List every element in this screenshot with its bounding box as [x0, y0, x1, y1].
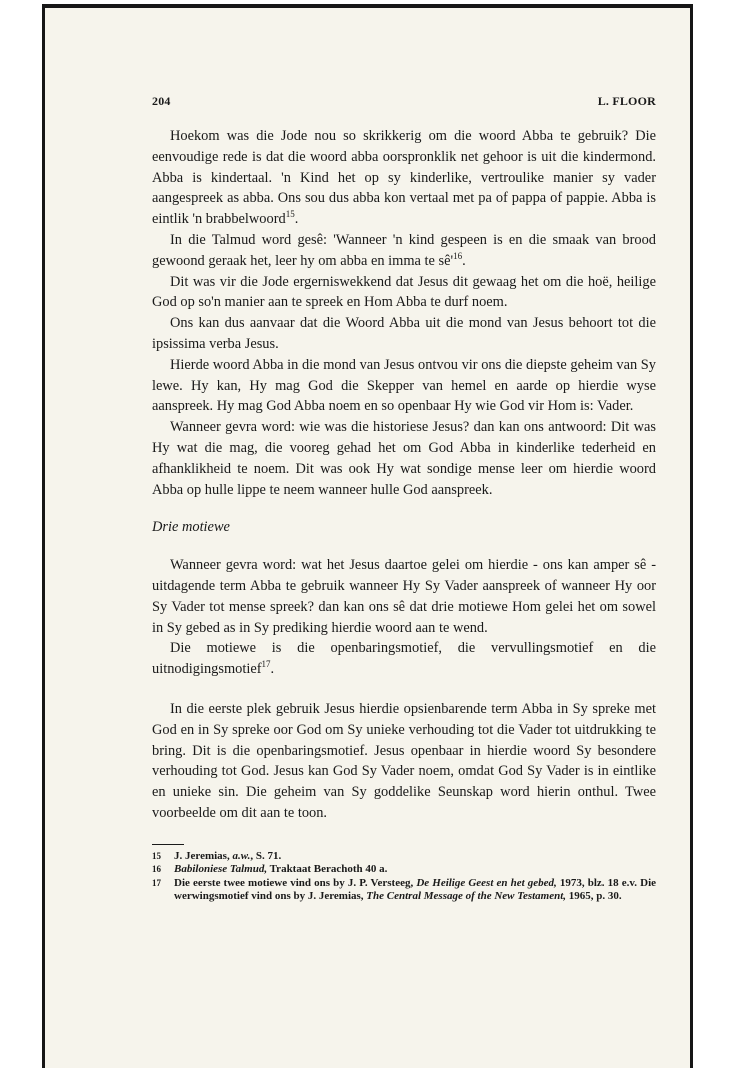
paragraph-7: Wanneer gevra word: wat het Jesus daartoe gelei om hierdie - ons kan amper sê - uitdagende term Abba te gebruik wanneer Hy Sy Vader aanspreek of wanneer Hy oor Sy Vader tot mense spreek? dan kan ons sê dat drie motiewe Hom gelei het om sowel in Sy gebed as in Sy prediking hierdie woord aan te wend. [152, 557, 656, 636]
paragraph-8 [152, 638, 656, 680]
footnote-segment: J. Jeremias, [174, 849, 233, 862]
paragraph-3: Dit was vir die Jode ergerniswekkend dat Jesus dit gewaag het om die hoë, heilige God op so'n manier aan te spreek en Hom Abba te durf noem. [152, 273, 656, 311]
footnote-italic: De Heilige Geest en het gebed, [416, 876, 557, 889]
page-number: 204 [152, 94, 171, 108]
footnote-number: 17 [152, 877, 161, 888]
footnotes [152, 850, 656, 904]
footnote-17 [152, 877, 656, 904]
footnote-segment: Die eerste twee motiewe vind ons by J. P. Versteeg, [174, 876, 417, 889]
footnote-number: 15 [152, 850, 161, 861]
footnote-ref-15: 15 [285, 209, 295, 220]
paragraph-6: Wanneer gevra word: wie was die historiese Jesus? dan kan ons antwoord: Dit was Hy wat die mag, die vooreg gehad het om God Abba in kinderlike tederheid en afhanklikheid te noem. Dit was ook Hy wat sondige mense leer om hierdie woord Abba op hulle lippe te neem wanneer hulle God aanspreek. [152, 419, 656, 498]
footnote-text [174, 877, 656, 904]
footnote-16 [152, 863, 656, 877]
page-content [152, 94, 656, 904]
footnote-segment: 1965, p. 30. [566, 890, 622, 903]
footnote-number: 16 [152, 864, 161, 875]
footnote-italic: a.w. [232, 849, 251, 862]
footnote-ref-17: 17 [261, 659, 271, 670]
paragraph-1-end: . [294, 211, 299, 228]
footnote-text [174, 863, 656, 877]
running-head-author: L. FLOOR [597, 94, 656, 108]
footnote-text [174, 850, 656, 864]
paragraph-5: Hierde woord Abba in die mond van Jesus ontvou vir ons die diepste geheim van Sy lewe. Hy kan, Hy mag God die Skepper van hemel en aarde op hierdie wyse aanspreek. Hy mag God Abba noem en so openbaar Hy wie God vir Hom is: Vader. [152, 356, 656, 415]
paragraph-2-text: In die Talmud word gesê: 'Wanneer 'n kind gespeen is en die smaak van brood gewoond geraak het, leer hy om abba en imma te sê' [152, 231, 656, 269]
footnote-segment: Traktaat Berachoth 40 a. [267, 863, 388, 876]
body-text [152, 126, 656, 824]
paragraph-8-text: Die motiewe is die openbaringsmotief, die vervullingsmotief en die uitnodigingsmotief [152, 640, 656, 678]
footnote-ref-16: 16 [453, 250, 463, 261]
running-head [152, 94, 656, 112]
footnote-italic: Babiloniese Talmud, [174, 863, 268, 876]
footnote-segment: 1973, blz. 18 e.v. Die werwingsmotief vind ons by J. Jeremias, [174, 876, 657, 903]
footnote-rule [152, 844, 184, 845]
paragraph-2 [152, 230, 656, 272]
footnote-italic: The Central Message of the New Testament, [366, 890, 567, 903]
footnote-15 [152, 850, 656, 864]
section-heading: Drie motiewe [152, 519, 230, 536]
paragraph-1 [152, 126, 656, 230]
page [42, 4, 693, 1068]
paragraph-1-text: Hoekom was die Jode nou so skrikkerig om die woord Abba te gebruik? Die eenvoudige rede is dat die woord abba oorspronklik net gehoor is uit die kindermond. Abba is kindertaal. 'n Kind het op sy kinderlike, vertroulike manier sy vader aangespreek as abba. Ons sou dus abba kon vertaal met pa of pappa of pappie. Abba is eintlik 'n brabbelwoord [152, 128, 656, 228]
paragraph-8-end: . [270, 661, 275, 678]
paragraph-4: Ons kan dus aanvaar dat die Woord Abba uit die mond van Jesus behoort tot die ipsissima verba Jesus. [152, 315, 656, 352]
paragraph-9: In die eerste plek gebruik Jesus hierdie opsienbarende term Abba in Sy spreke met God en in Sy spreke oor God om Sy unieke verhouding tot die Vader tot uitdrukking te bring. Dit is die openbaringsmotief. Jesus openbaar in hierdie woord Sy besondere verhouding tot God. Jesus kan God Sy Vader noem, omdat God Sy Vader is in eintlike en unieke sin. Die geheim van Sy goddelike Seunskap word hierin onthul. Twee voorbeelde om dit aan te toon. [152, 700, 656, 821]
footnote-segment: , S. 71. [250, 849, 282, 862]
paragraph-2-end: . [462, 252, 466, 269]
